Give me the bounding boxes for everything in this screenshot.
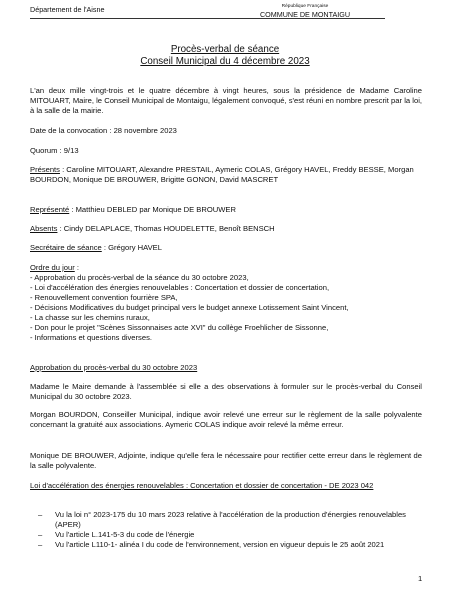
document-title: Procès-verbal de séance (170, 44, 280, 55)
approbation-paragraph-1: Madame le Maire demande à l'assemblée si elle a des observations à formuler sur le procès-verbal du Conseil Municipal du 30 octobre 2023. (30, 382, 422, 401)
list-item: - Don pour le projet "Scènes Sissonnaises acte XVI" du collège Froehlicher de Sissonne, (30, 323, 329, 332)
list-item (38, 540, 423, 550)
ordre-suffix: : (74, 263, 79, 272)
list-item: - Loi d'accélération des énergies renouvelables : Concertation et dossier de concertation, (30, 283, 330, 292)
convocation-date: Date de la convocation : 28 novembre 2023 (30, 126, 177, 135)
ordre-list (30, 273, 422, 343)
presents-text: : Caroline MITOUART, Alexandre PRESTAIL, Aymeric COLAS, Grégory HAVEL, Freddy BESSE, Morgan BOURDON, Monique DE BROUWER, Brigitte GONON, David MASCRET (30, 165, 414, 184)
ordre-label: Ordre du jour (30, 263, 75, 272)
page-number: 1 (418, 574, 423, 583)
list-item (38, 530, 423, 540)
approbation-paragraph-2: Morgan BOURDON, Conseiller Municipal, indique avoir relevé une erreur sur le règlement de la salle polyvalente concernant la gratuité aux associations. Aymeric COLAS indique avoir relevé la même erreur. (30, 410, 422, 429)
department-label: Département de l'Aisne (30, 5, 105, 14)
approbation-paragraph-3: Monique DE BROUWER, Adjointe, indique qu'elle fera le nécessaire pour rectifier cette erreur dans le règlement de la salle polyvalente. (30, 451, 422, 470)
header-divider (30, 18, 385, 19)
secretaire-label: Secrétaire de séance (30, 243, 102, 252)
list-item: - Renouvellement convention fourrière SPA, (30, 293, 178, 302)
commune-label: COMMUNE DE MONTAIGU (259, 10, 351, 19)
list-item: - La chasse sur les chemins ruraux, (30, 313, 150, 322)
dash-bullet: – (38, 510, 43, 519)
bullet-text: Vu la loi n° 2023-175 du 10 mars 2023 relative à l'accélération de la production d'énergies renouvelables (APER) (55, 510, 406, 529)
intro-paragraph: L'an deux mille vingt-trois et le quatre décembre à vingt heures, sous la présidence de Madame Caroline MITOUART, Maire, le Conseil Municipal de Montaigu, légalement convoqué, s'est réuni en nombre prescrit par la loi, à la salle de la mairie. (30, 86, 422, 115)
approbation-heading: Approbation du procès-verbal du 30 octobre 2023 (30, 363, 198, 372)
represente-label: Représenté (30, 205, 70, 214)
represente-section (30, 205, 422, 215)
dash-bullet: – (38, 540, 43, 549)
document-subtitle: Conseil Municipal du 4 décembre 2023 (140, 56, 310, 67)
secretaire-section (30, 243, 422, 253)
list-item (38, 510, 423, 530)
quorum: Quorum : 9/13 (30, 146, 79, 155)
represente-text: : Matthieu DEBLED par Monique DE BROUWER (69, 205, 236, 214)
republic-label: République Française (281, 4, 329, 9)
absents-section (30, 224, 422, 234)
ordre-heading (30, 263, 422, 273)
presents-label: Présents (30, 165, 60, 174)
list-item: - Approbation du procès-verbal de la séance du 30 octobre 2023, (30, 273, 249, 282)
bullet-text: Vu l'article L110-1- alinéa I du code de l'environnement, version en vigueur depuis le 25 août 2021 (55, 540, 385, 549)
list-item: - Décisions Modificatives du budget principal vers le budget annexe Lotissement Saint Vincent, (30, 303, 349, 312)
bullet-text: Vu l'article L.141-5-3 du code de l'énergie (55, 530, 195, 539)
presents-section (30, 165, 422, 185)
absents-label: Absents (30, 224, 58, 233)
commune-header (225, 3, 385, 19)
secretaire-text: : Grégory HAVEL (101, 243, 162, 252)
list-item: - Informations et questions diverses. (30, 333, 152, 342)
dash-bullet: – (38, 530, 43, 539)
absents-text: : Cindy DELAPLACE, Thomas HOUDELETTE, Benoît BENSCH (57, 224, 275, 233)
loi-heading: Loi d'accélération des énergies renouvelables : Concertation et dossier de concertation - DE 2023 042 (30, 481, 374, 490)
